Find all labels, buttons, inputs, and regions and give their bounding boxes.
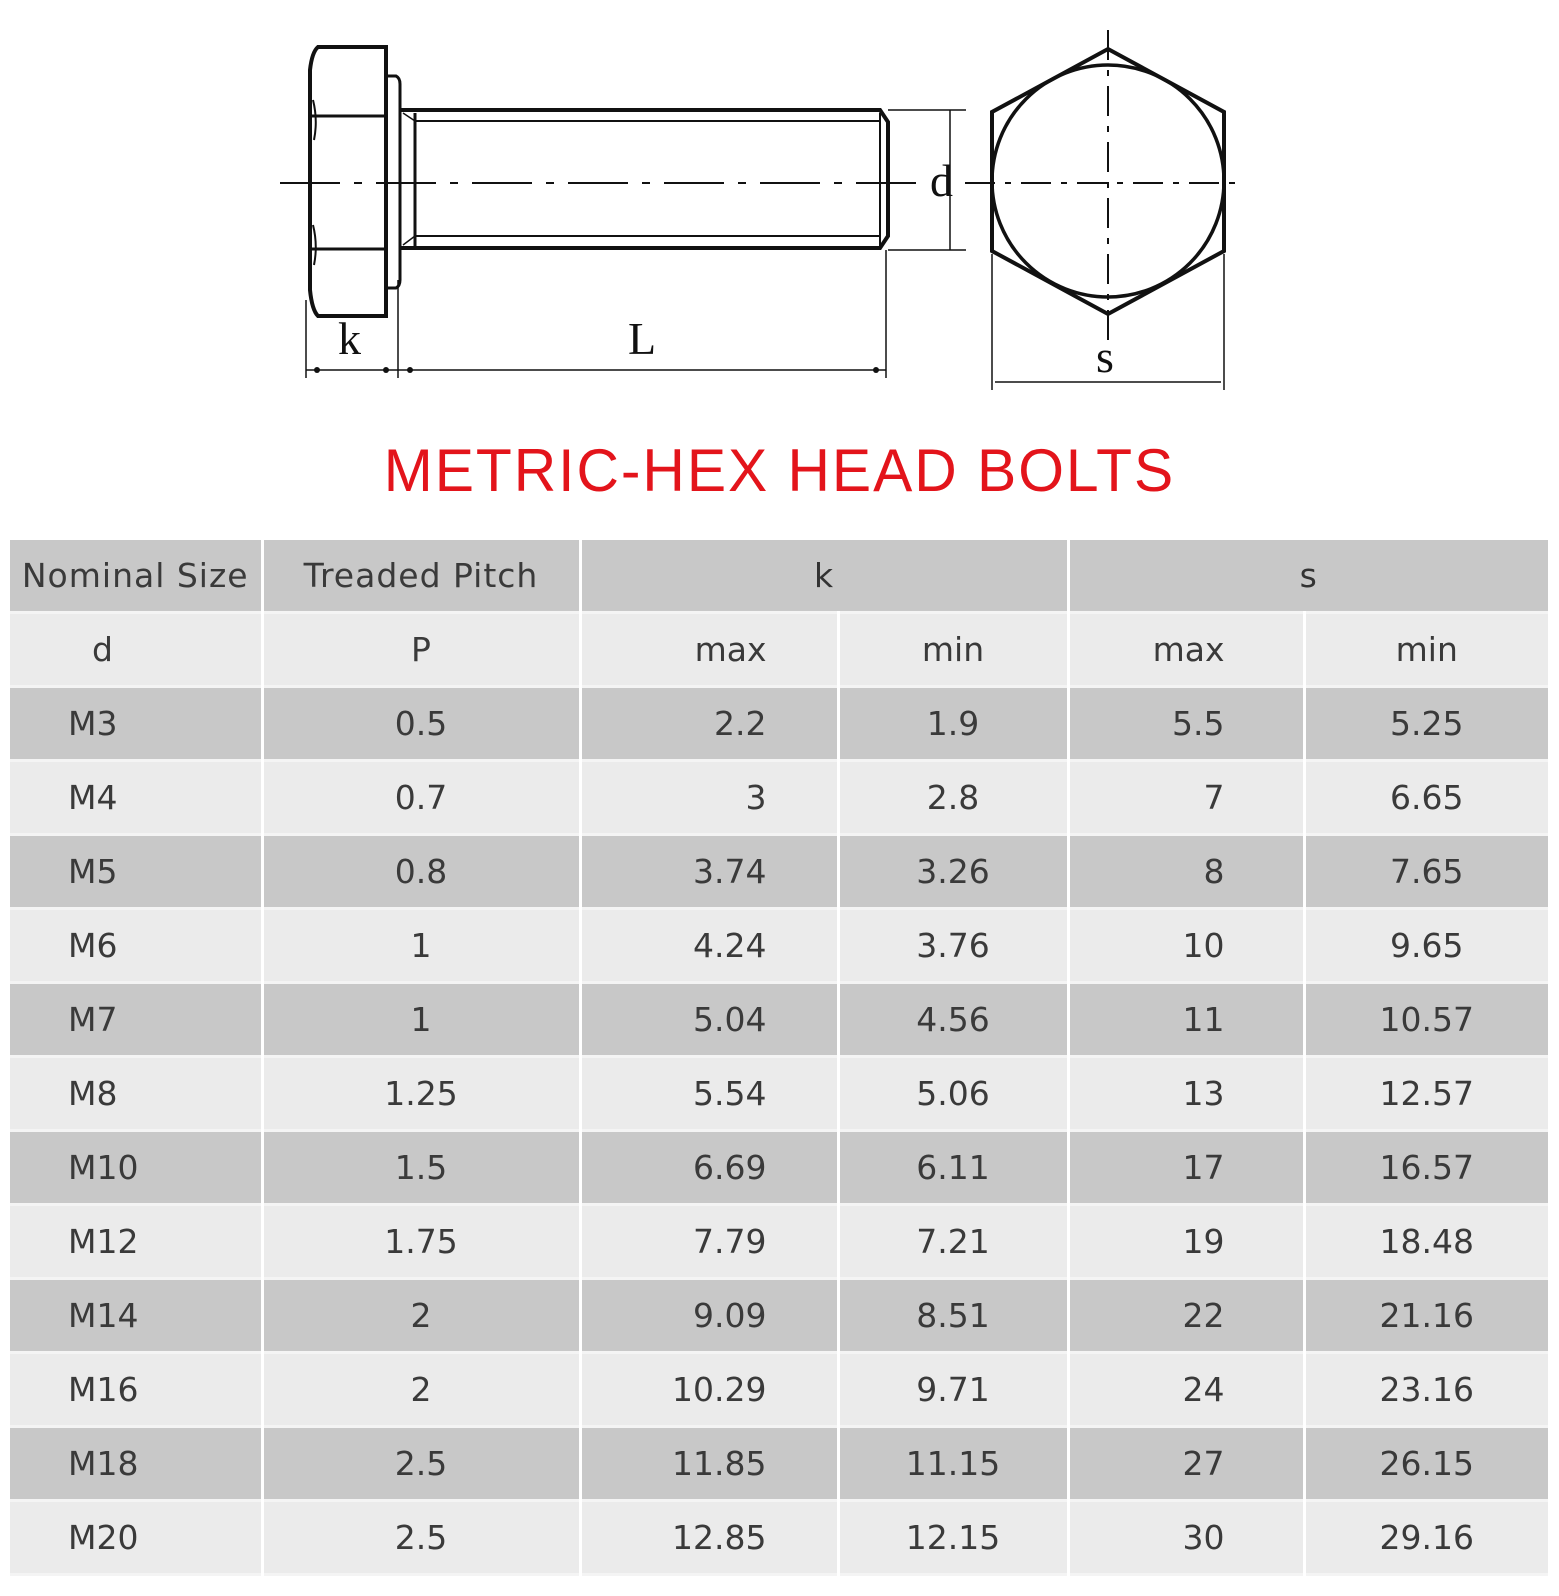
cell-d: M5: [10, 835, 262, 909]
cell-k-max: 4.24: [580, 909, 838, 983]
cell-d: M18: [10, 1427, 262, 1501]
cell-p: 0.5: [262, 687, 580, 761]
table-row: [10, 909, 1548, 983]
header-k-min: min: [838, 613, 1068, 687]
cell-k-min: 9.71: [838, 1353, 1068, 1427]
bolt-diagram: [0, 0, 1559, 420]
k-label: k: [338, 313, 361, 364]
bolt-spec-table: [10, 540, 1548, 1576]
table-row: [10, 983, 1548, 1057]
cell-p: 1.75: [262, 1205, 580, 1279]
cell-k-min: 8.51: [838, 1279, 1068, 1353]
header-s: s: [1068, 540, 1548, 613]
cell-s-max: 10: [1068, 909, 1304, 983]
header-k-max: max: [580, 613, 838, 687]
cell-d: M8: [10, 1057, 262, 1131]
cell-k-min: 2.8: [838, 761, 1068, 835]
cell-d: M7: [10, 983, 262, 1057]
d-label: d: [930, 155, 953, 206]
cell-s-min: 7.65: [1304, 835, 1548, 909]
cell-d: M14: [10, 1279, 262, 1353]
cell-k-max: 10.29: [580, 1353, 838, 1427]
cell-k-min: 6.11: [838, 1131, 1068, 1205]
cell-k-max: 12.85: [580, 1501, 838, 1575]
cell-d: M3: [10, 687, 262, 761]
cell-s-max: 24: [1068, 1353, 1304, 1427]
cell-k-min: 3.26: [838, 835, 1068, 909]
cell-p: 1: [262, 983, 580, 1057]
cell-s-min: 5.25: [1304, 687, 1548, 761]
table-row: [10, 1353, 1548, 1427]
header-s-max: max: [1068, 613, 1304, 687]
cell-s-min: 23.16: [1304, 1353, 1548, 1427]
table-row: [10, 1057, 1548, 1131]
cell-p: 0.7: [262, 761, 580, 835]
cell-d: M10: [10, 1131, 262, 1205]
header-nominal-size: Nominal Size: [10, 540, 262, 613]
cell-k-max: 5.04: [580, 983, 838, 1057]
cell-k-min: 7.21: [838, 1205, 1068, 1279]
cell-p: 2.5: [262, 1427, 580, 1501]
cell-s-max: 19: [1068, 1205, 1304, 1279]
table-row: [10, 1427, 1548, 1501]
bolt-drawing-icon: [0, 0, 1559, 420]
cell-k-min: 4.56: [838, 983, 1068, 1057]
cell-p: 2: [262, 1279, 580, 1353]
table-row: [10, 761, 1548, 835]
cell-k-max: 3: [580, 761, 838, 835]
cell-s-max: 8: [1068, 835, 1304, 909]
cell-p: 2.5: [262, 1501, 580, 1575]
cell-s-min: 18.48: [1304, 1205, 1548, 1279]
header-p: P: [262, 613, 580, 687]
cell-d: M20: [10, 1501, 262, 1575]
cell-k-max: 7.79: [580, 1205, 838, 1279]
cell-s-min: 12.57: [1304, 1057, 1548, 1131]
cell-k-min: 1.9: [838, 687, 1068, 761]
cell-s-min: 26.15: [1304, 1427, 1548, 1501]
header-s-min: min: [1304, 613, 1548, 687]
header-row-top: [10, 540, 1548, 613]
cell-s-min: 21.16: [1304, 1279, 1548, 1353]
cell-s-max: 11: [1068, 983, 1304, 1057]
cell-k-max: 6.69: [580, 1131, 838, 1205]
page-title: METRIC-HEX HEAD BOLTS: [383, 437, 1176, 504]
cell-s-max: 27: [1068, 1427, 1304, 1501]
cell-s-max: 13: [1068, 1057, 1304, 1131]
cell-p: 1.5: [262, 1131, 580, 1205]
table-row: [10, 835, 1548, 909]
table-row: [10, 1279, 1548, 1353]
table-row: [10, 1131, 1548, 1205]
cell-k-min: 5.06: [838, 1057, 1068, 1131]
header-threaded-pitch: Treaded Pitch: [262, 540, 580, 613]
cell-s-max: 7: [1068, 761, 1304, 835]
cell-s-min: 10.57: [1304, 983, 1548, 1057]
header-d: d: [10, 613, 262, 687]
cell-k-min: 12.15: [838, 1501, 1068, 1575]
cell-k-min: 11.15: [838, 1427, 1068, 1501]
cell-d: M12: [10, 1205, 262, 1279]
cell-k-max: 2.2: [580, 687, 838, 761]
table-row: [10, 1205, 1548, 1279]
cell-k-max: 5.54: [580, 1057, 838, 1131]
header-k: k: [580, 540, 1068, 613]
cell-s-min: 6.65: [1304, 761, 1548, 835]
cell-p: 1.25: [262, 1057, 580, 1131]
cell-d: M16: [10, 1353, 262, 1427]
table-row: [10, 687, 1548, 761]
cell-s-max: 30: [1068, 1501, 1304, 1575]
cell-s-min: 16.57: [1304, 1131, 1548, 1205]
cell-k-max: 9.09: [580, 1279, 838, 1353]
cell-k-min: 3.76: [838, 909, 1068, 983]
cell-d: M4: [10, 761, 262, 835]
cell-p: 0.8: [262, 835, 580, 909]
cell-s-min: 29.16: [1304, 1501, 1548, 1575]
table-row: [10, 1501, 1548, 1575]
cell-d: M6: [10, 909, 262, 983]
cell-s-max: 5.5: [1068, 687, 1304, 761]
L-label: L: [628, 313, 657, 364]
cell-s-max: 17: [1068, 1131, 1304, 1205]
cell-s-max: 22: [1068, 1279, 1304, 1353]
cell-k-max: 11.85: [580, 1427, 838, 1501]
cell-k-max: 3.74: [580, 835, 838, 909]
header-row-sub: [10, 613, 1548, 687]
cell-p: 1: [262, 909, 580, 983]
s-label: s: [1096, 331, 1114, 382]
cell-p: 2: [262, 1353, 580, 1427]
cell-s-min: 9.65: [1304, 909, 1548, 983]
